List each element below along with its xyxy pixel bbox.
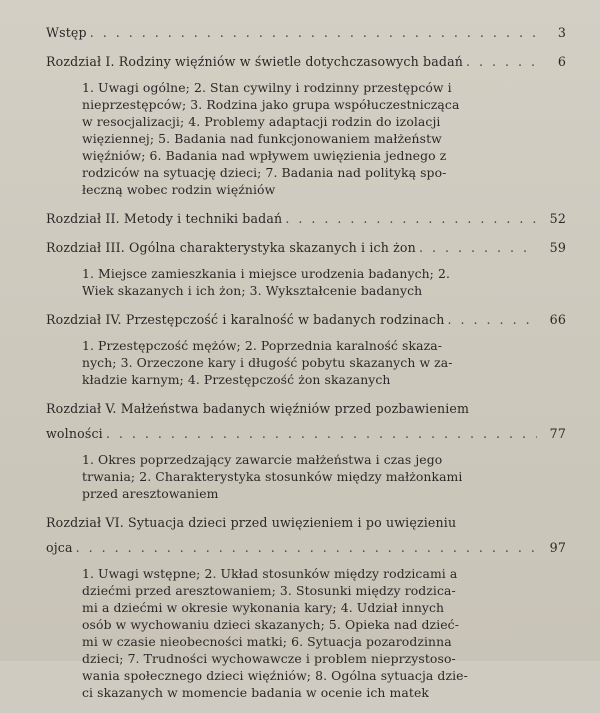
toc-page-number: 66 xyxy=(549,312,566,327)
chapter-5-contents xyxy=(82,451,550,502)
toc-page-number: 3 xyxy=(557,25,566,40)
contents-line: nych; 3. Orzeczone kary i długość pobytu skazanych w za- xyxy=(82,355,453,370)
contents-line: dzieci; 7. Trudności wychowawcze i problem nieprzystoso- xyxy=(82,651,456,666)
toc-page-number: 6 xyxy=(557,54,566,69)
chapter-1-contents xyxy=(82,79,550,198)
toc-title: Rozdział VI. Sytuacja dzieci przed uwięzieniem i po uwięzieniu xyxy=(46,515,457,530)
leader-dots xyxy=(90,24,537,41)
contents-line: 1. Miejsce zamieszkania i miejsce urodzenia badanych; 2. xyxy=(82,266,451,281)
toc-entry-chapter-1 xyxy=(46,53,566,70)
contents-line: 1. Przestępczość mężów; 2. Poprzednia karalność skaza- xyxy=(82,338,443,353)
contents-line: Wiek skazanych i ich żon; 3. Wykształcenie badanych xyxy=(82,283,423,298)
contents-line: mi a dziećmi w okresie wykonania kary; 4. Udział innych xyxy=(82,600,445,615)
chapter-4-contents xyxy=(82,337,550,388)
toc-page-number: 52 xyxy=(549,211,566,226)
toc-title-continuation: wolności xyxy=(46,426,103,441)
contents-line: nieprzestępców; 3. Rodzina jako grupa współuczestnicząca xyxy=(82,97,460,112)
contents-line: rodziców na sytuację dzieci; 7. Badania nad polityką spo- xyxy=(82,165,447,180)
contents-line: 1. Uwagi wstępne; 2. Układ stosunków między rodzicami a xyxy=(82,566,458,581)
leader-dots xyxy=(419,239,537,256)
contents-line: w resocjalizacji; 4. Problemy adaptacji rodzin do izolacji xyxy=(82,114,441,129)
table-of-contents xyxy=(46,24,566,713)
leader-dots xyxy=(76,539,537,556)
toc-title: Rozdział III. Ogólna charakterystyka skazanych i ich żon xyxy=(46,240,416,255)
toc-entry-chapter-2 xyxy=(46,210,566,227)
toc-title: Rozdział II. Metody i techniki badań xyxy=(46,211,283,226)
contents-line: osób w wychowaniu dzieci skazanych; 5. Opieka nad dzieć- xyxy=(82,617,460,632)
toc-title-continuation: ojca xyxy=(46,540,73,555)
toc-page-number: 97 xyxy=(549,540,566,555)
chapter-6-contents xyxy=(82,565,550,701)
toc-entry-chapter-3 xyxy=(46,239,566,256)
leader-dots xyxy=(448,311,537,328)
leader-dots xyxy=(466,53,537,70)
toc-entry-intro xyxy=(46,24,566,41)
chapter-3-contents xyxy=(82,265,550,299)
toc-entry-chapter-4 xyxy=(46,311,566,328)
contents-line: wania społecznego dzieci więźniów; 8. Ogólna sytuacja dzie- xyxy=(82,668,468,683)
toc-entry-chapter-6 xyxy=(46,514,566,531)
toc-title: Rozdział I. Rodziny więźniów w świetle dotychczasowych badań xyxy=(46,54,464,69)
toc-entry-chapter-6-cont xyxy=(46,539,566,556)
contents-line: więziennej; 5. Badania nad funkcjonowaniem małżeństw xyxy=(82,131,442,146)
contents-line: 1. Okres poprzedzający zawarcie małżeństwa i czas jego xyxy=(82,452,443,467)
contents-line: przed aresztowaniem xyxy=(82,486,219,501)
contents-line: dziećmi przed aresztowaniem; 3. Stosunki między rodzica- xyxy=(82,583,456,598)
toc-entry-chapter-5 xyxy=(46,400,566,417)
contents-line: mi w czasie nieobecności matki; 6. Sytuacja pozarodzinna xyxy=(82,634,452,649)
contents-line: 1. Uwagi ogólne; 2. Stan cywilny i rodzinny przestępców i xyxy=(82,80,452,95)
contents-line: więźniów; 6. Badania nad wpływem uwięzienia jednego z xyxy=(82,148,447,163)
contents-line: trwania; 2. Charakterystyka stosunków między małżonkami xyxy=(82,469,463,484)
toc-title: Rozdział IV. Przestępczość i karalność w badanych rodzinach xyxy=(46,312,445,327)
leader-dots xyxy=(285,210,537,227)
toc-page-number: 77 xyxy=(549,426,566,441)
contents-line: ci skazanych w momencie badania w ocenie ich matek xyxy=(82,685,430,700)
toc-title: Rozdział V. Małżeństwa badanych więźniów przed pozbawieniem xyxy=(46,401,470,416)
toc-title: Wstęp xyxy=(46,25,87,40)
toc-page-number: 59 xyxy=(549,240,566,255)
toc-entry-chapter-5-cont xyxy=(46,425,566,442)
contents-line: łeczną wobec rodzin więźniów xyxy=(82,182,276,197)
leader-dots xyxy=(106,425,537,442)
contents-line: kładzie karnym; 4. Przestępczość żon skazanych xyxy=(82,372,391,387)
